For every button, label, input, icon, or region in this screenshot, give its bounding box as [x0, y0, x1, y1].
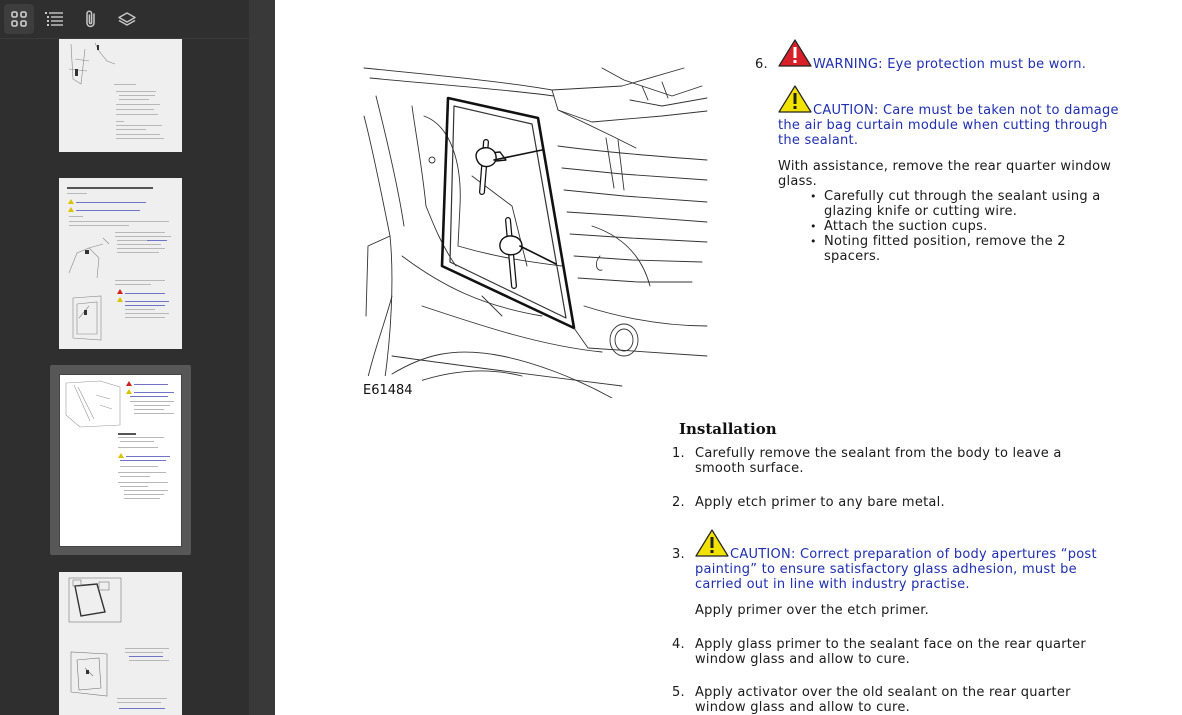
warning-text: WARNING: Eye protection must be worn. — [813, 57, 1087, 72]
install-step-1-number: 1. — [672, 446, 685, 461]
layers-icon[interactable] — [112, 4, 142, 34]
install-step-4-text: Apply glass primer to the sealant face on the rear quarter window glass and allow to cure. — [695, 637, 1086, 667]
page-thumbnail-4[interactable] — [59, 572, 182, 715]
sidebar-resize-gutter[interactable] — [249, 0, 275, 715]
install-step-3-number: 3. — [672, 547, 685, 562]
caution-text-body-apertures: CAUTION: Correct preparation of body apertures “post painting” to ensure satisfactory glass adhesion, must be carried out in line with industry practise. — [695, 547, 1097, 592]
caution-text-airbag: CAUTION: Care must be taken not to damage the air bag curtain module when cutting through the sealant. — [778, 103, 1119, 148]
bullet-remove-spacers: • Noting fitted position, remove the 2 spacers. — [824, 234, 1114, 264]
document-page — [276, 0, 1182, 715]
install-step-5-text: Apply activator over the old sealant on the rear quarter window glass and allow to cure. — [695, 685, 1071, 715]
install-step-4-number: 4. — [672, 637, 685, 652]
install-step-2-text: Apply etch primer to any bare metal. — [695, 495, 945, 510]
page-thumbnail-3[interactable] — [59, 374, 182, 547]
step-6-number: 6. — [755, 57, 768, 72]
thumbnail-sidebar — [0, 0, 249, 715]
thumbnail-figure — [59, 178, 182, 349]
outline-icon[interactable] — [39, 4, 69, 34]
rear-quarter-window-illustration — [362, 56, 717, 398]
install-step-1-text: Carefully remove the sealant from the body to leave a smooth surface. — [695, 446, 1062, 476]
thumbnails-icon[interactable] — [4, 4, 34, 34]
step-6-instruction: With assistance, remove the rear quarter window glass. — [778, 159, 1112, 189]
warning-icon — [778, 39, 812, 67]
sidebar-toolbar — [0, 0, 249, 39]
bullet-cut-sealant: • Carefully cut through the sealant using a glazing knife or cutting wire. — [824, 189, 1114, 219]
bullet-attach-suction-cups: • Attach the suction cups. — [824, 219, 1114, 234]
page-thumbnail-1[interactable] — [59, 39, 182, 152]
install-step-2-number: 2. — [672, 495, 685, 510]
install-step-5-number: 5. — [672, 685, 685, 700]
installation-heading: Installation — [679, 420, 777, 438]
thumbnail-figure — [59, 572, 182, 715]
page-thumbnail-2[interactable] — [59, 178, 182, 349]
figure-label: E61484 — [363, 383, 413, 398]
step-6-bullet-list — [824, 189, 1114, 264]
install-step-3-text: Apply primer over the etch primer. — [695, 603, 930, 618]
attachments-icon[interactable] — [76, 4, 106, 34]
